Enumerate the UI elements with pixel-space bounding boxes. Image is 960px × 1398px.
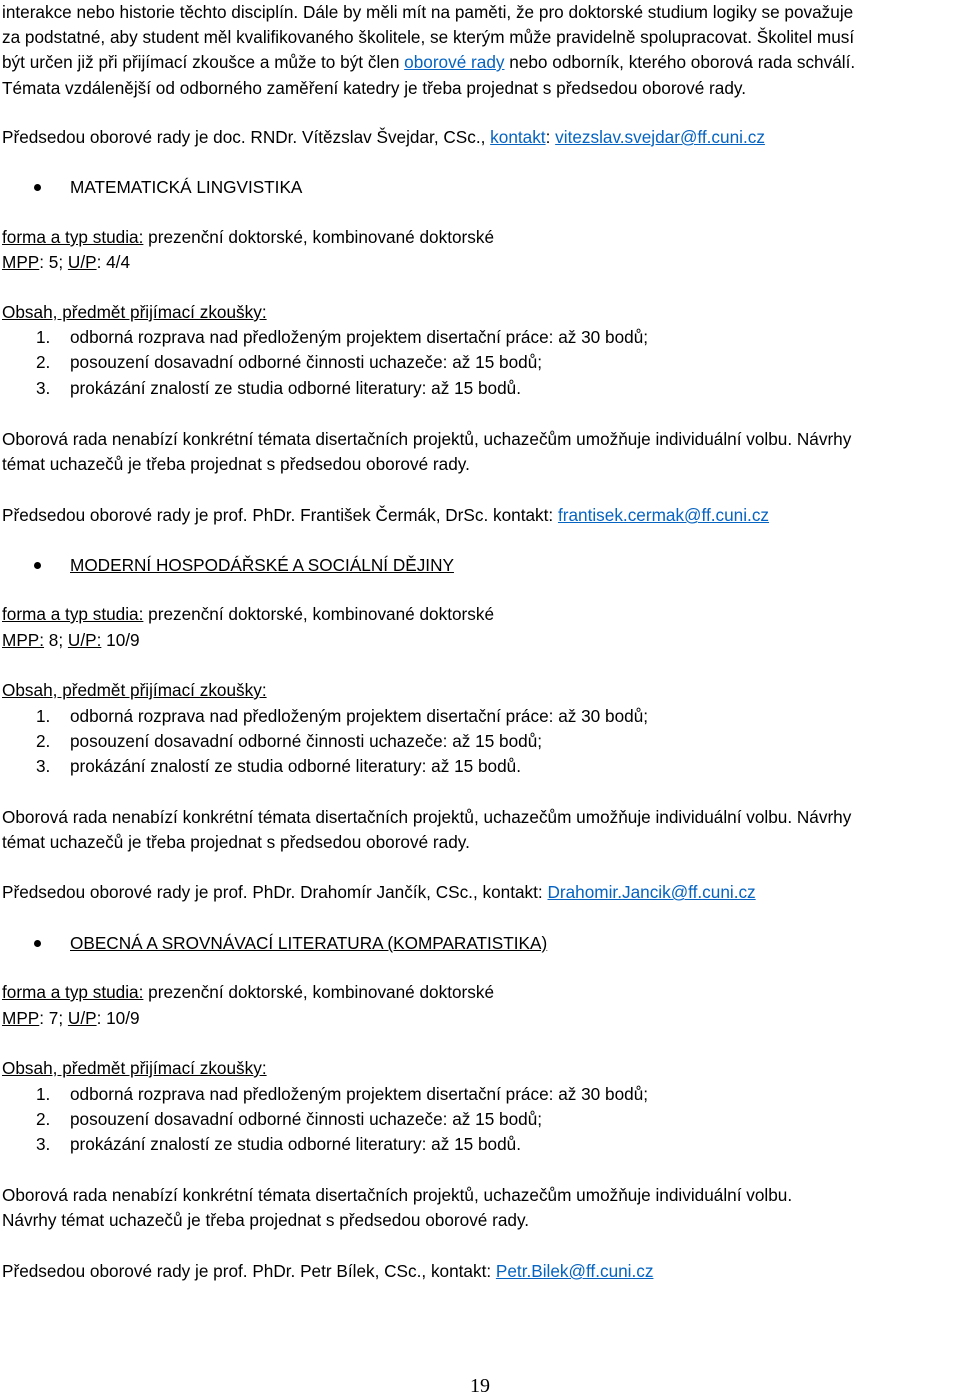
- exam-label: Obsah, předmět přijímací zkoušky:: [2, 1058, 267, 1078]
- study-form-value: prezenční doktorské, kombinované doktorské: [143, 227, 495, 247]
- up-value: : 10/9: [96, 1008, 140, 1028]
- intro-chair-text: Předsedou oborové rady je doc. RNDr. Vítězslav Švejdar, CSc.,: [2, 127, 491, 147]
- mpp-value: : 5;: [39, 252, 68, 272]
- exam-item-text: odborná rozprava nad předloženým projektem disertační práce: až 30 bodů;: [70, 706, 649, 726]
- up-label: U/P: [67, 252, 97, 272]
- intro-line-3: [2, 50, 855, 74]
- exam-item-text: prokázání znalostí ze studia odborné literatury: až 15 bodů.: [70, 378, 521, 398]
- chair-text: Předsedou oborové rady je prof. PhDr. Petr Bílek, CSc., kontakt:: [2, 1261, 496, 1281]
- cermak-email-link[interactable]: frantisek.cermak@ff.cuni.cz: [557, 505, 770, 525]
- exam-item-number: 1.: [36, 327, 51, 347]
- mpp-line: [2, 1006, 140, 1030]
- exam-item-number: 2.: [36, 731, 51, 751]
- bullet-icon: [34, 940, 41, 947]
- exam-item-number: 3.: [36, 378, 51, 398]
- exam-item-number: 3.: [36, 756, 51, 776]
- up-value: : 4/4: [96, 252, 131, 272]
- intro-line-1: interakce nebo historie těchto disciplín. Dále by měli mít na paměti, že pro doktorské studium logiky se považuje: [2, 2, 854, 22]
- exam-item-number: 2.: [36, 352, 51, 372]
- chair-colon: :: [545, 127, 556, 147]
- intro-line-3-after: nebo odborník, kterého oborová rada schválí.: [504, 52, 856, 72]
- mpp-value: 8;: [44, 630, 68, 650]
- jancik-email-link[interactable]: Drahomir.Jancik@ff.cuni.cz: [547, 882, 756, 902]
- page-number: 19: [470, 1375, 490, 1397]
- study-form-label: forma a typ studia:: [2, 604, 144, 624]
- chair-line: [2, 880, 756, 904]
- exam-item-text: posouzení dosavadní odborné činnosti uchazeče: až 15 bodů;: [70, 352, 543, 372]
- chair-line: [2, 1259, 653, 1283]
- exam-item-number: 1.: [36, 706, 51, 726]
- study-form-line: [2, 980, 494, 1004]
- note-line-2: témat uchazečů je třeba projednat s předsedou oborové rady.: [2, 454, 470, 474]
- mpp-line: [2, 250, 130, 274]
- intro-line-2: za podstatné, aby student měl kvalifikovaného školitele, se kterým může pravidelně spolupracovat. Školitel musí: [2, 27, 855, 47]
- study-form-value: prezenční doktorské, kombinované doktorské: [143, 604, 495, 624]
- exam-item-text: prokázání znalostí ze studia odborné literatury: až 15 bodů.: [70, 756, 521, 776]
- mpp-label: MPP: [2, 1008, 40, 1028]
- exam-item-text: odborná rozprava nad předloženým projektem disertační práce: až 30 bodů;: [70, 1084, 649, 1104]
- study-form-line: [2, 602, 494, 626]
- note-line-1: Oborová rada nenabízí konkrétní témata disertačních projektů, uchazečům umožňuje individuální volbu. Návrhy: [2, 429, 852, 449]
- exam-item-number: 3.: [36, 1134, 51, 1154]
- exam-label: Obsah, předmět přijímací zkoušky:: [2, 302, 267, 322]
- intro-chair-line: [2, 125, 765, 149]
- section-title-moderni-hospodarske-dejiny: MODERNÍ HOSPODÁŘSKÉ A SOCIÁLNÍ DĚJINY: [70, 555, 454, 575]
- exam-item-text: odborná rozprava nad předloženým projektem disertační práce: až 30 bodů;: [70, 327, 649, 347]
- mpp-label: MPP: [2, 252, 40, 272]
- mpp-label: MPP:: [2, 630, 45, 650]
- up-value: 10/9: [101, 630, 140, 650]
- note-line-1: Oborová rada nenabízí konkrétní témata disertačních projektů, uchazečům umožňuje individuální volbu.: [2, 1185, 793, 1205]
- svejdar-email-link[interactable]: vitezslav.svejdar@ff.cuni.cz: [555, 127, 765, 147]
- bilek-email-link[interactable]: Petr.Bilek@ff.cuni.cz: [495, 1261, 654, 1281]
- study-form-value: prezenční doktorské, kombinované doktorské: [143, 982, 495, 1002]
- note-line-2: Návrhy témat uchazečů je třeba projednat s předsedou oborové rady.: [2, 1210, 530, 1230]
- exam-item-text: posouzení dosavadní odborné činnosti uchazeče: až 15 bodů;: [70, 1109, 543, 1129]
- section-title-matematicka-lingvistika: MATEMATICKÁ LINGVISTIKA: [70, 177, 303, 197]
- study-form-label: forma a typ studia:: [2, 982, 144, 1002]
- chair-text: Předsedou oborové rady je prof. PhDr. František Čermák, DrSc. kontakt:: [2, 505, 558, 525]
- exam-item-text: prokázání znalostí ze studia odborné literatury: až 15 bodů.: [70, 1134, 521, 1154]
- mpp-line: [2, 628, 140, 652]
- note-line-1: Oborová rada nenabízí konkrétní témata disertačních projektů, uchazečům umožňuje individuální volbu. Návrhy: [2, 807, 852, 827]
- section-title-komparatistika: OBECNÁ A SROVNÁVACÍ LITERATURA (KOMPARATISTIKA): [70, 933, 548, 953]
- intro-line-3-before: být určen již při přijímací zkoušce a může to být člen: [2, 52, 405, 72]
- contact-link[interactable]: kontakt: [490, 127, 546, 147]
- mpp-value: : 7;: [39, 1008, 68, 1028]
- study-form-line: [2, 225, 494, 249]
- up-label: U/P:: [67, 630, 102, 650]
- chair-text: Předsedou oborové rady je prof. PhDr. Drahomír Jančík, CSc., kontakt:: [2, 882, 548, 902]
- oborove-rady-link[interactable]: oborové rady: [404, 52, 505, 72]
- study-form-label: forma a typ studia:: [2, 227, 144, 247]
- up-label: U/P: [67, 1008, 97, 1028]
- bullet-icon: [34, 562, 41, 569]
- exam-item-text: posouzení dosavadní odborné činnosti uchazeče: až 15 bodů;: [70, 731, 543, 751]
- chair-line: [2, 503, 769, 527]
- bullet-icon: [34, 184, 41, 191]
- exam-item-number: 1.: [36, 1084, 51, 1104]
- note-line-2: témat uchazečů je třeba projednat s předsedou oborové rady.: [2, 832, 470, 852]
- exam-label: Obsah, předmět přijímací zkoušky:: [2, 680, 267, 700]
- intro-line-4: Témata vzdálenější od odborného zaměření katedry je třeba projednat s předsedou oborové rady.: [2, 78, 746, 98]
- exam-item-number: 2.: [36, 1109, 51, 1129]
